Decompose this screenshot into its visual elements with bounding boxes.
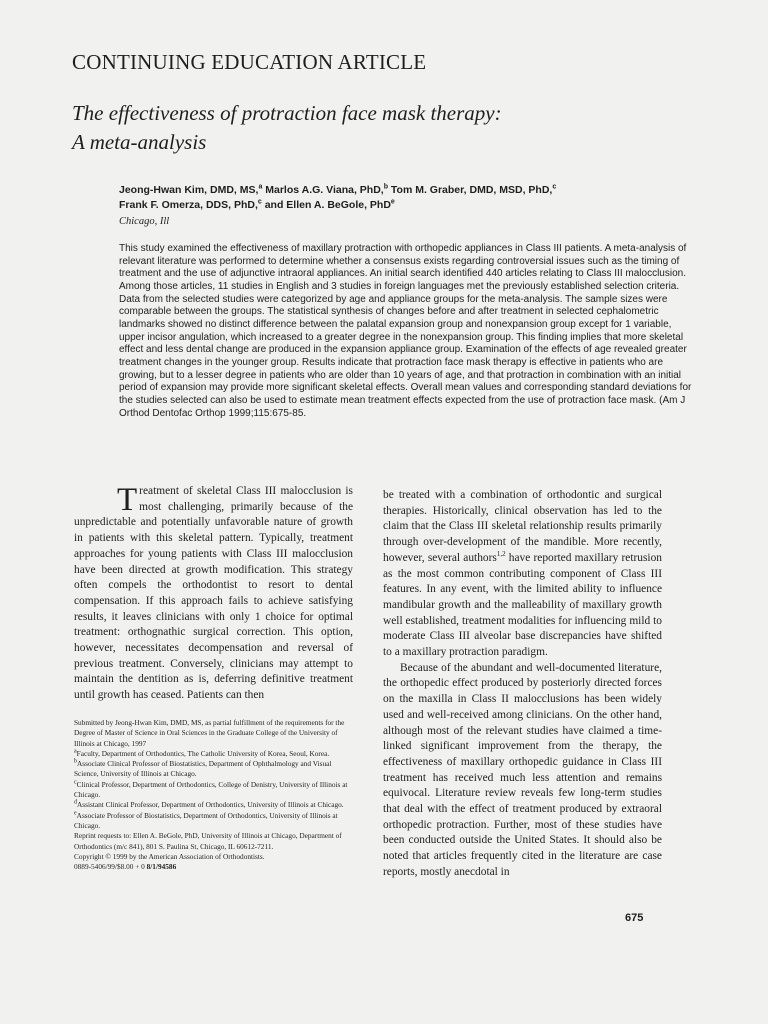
footnote-code [74,862,353,872]
body-column-left [74,484,353,704]
footnote-text: Clinical Professor, Department of Orthodontics, College of Denistry, University of Illinois at Chicago. [74,779,348,800]
footnote-text: Associate Clinical Professor of Biostatistics, Department of Ophthalmology and Visual Science, University of Illinois at Chicago. [74,759,332,779]
footnote-text: Faculty, Department of Orthodontics, The Catholic University of Korea, Seoul, Korea. [76,748,330,758]
issn-code: 0889-5406/99/$8.00 + 0 [74,862,147,872]
title-line-2: A meta-analysis [72,130,207,154]
author-begole: and Ellen A. BeGole, PhD [261,199,391,211]
authors-line-2 [119,198,709,213]
footnote-a [74,749,353,759]
body-column-right [383,488,662,881]
footnote-mark: c [74,779,77,786]
affil-mark: b [383,183,388,191]
paragraph-text: be treated with a combination of orthodontic and surgical therapies. Historically, clinical observation has led to the claim that the Class III skeletal relationship results primarily through over-development of the mandible. More recently, however, several authors [383,489,662,564]
drop-cap: T [117,482,138,518]
footnotes [74,718,353,872]
affil-mark: c [257,198,262,206]
affil-mark: e [390,198,395,206]
footnote-copyright: Copyright © 1999 by the American Association of Orthodontists. [74,851,265,861]
footnote-reprint: Reprint requests to: Ellen A. BeGole, PhD, University of Illinois at Chicago, Department of Orthodontics (m/c 841), 801 S. Paulina St, Chicago, IL 60612-7211. [74,831,342,851]
footnote-e [74,811,353,832]
footnote-mark: e [74,810,77,817]
body-paragraph [74,484,353,704]
author-omerza: Frank F. Omerza, DDS, PhD, [119,199,258,211]
affil-mark: c [552,183,557,191]
paragraph-text: have reported maxillary retrusion as the most common contributing component of Class III features. In any event, with the limited ability to influence mandibular growth and the malleability of maxillary growth well established, treatment modalities for influencing mild to moderate Class III alveolar base discrepancies have shifted to a maxillary protraction paradigm. [383,551,662,659]
section-heading: CONTINUING EDUCATION ARTICLE [72,50,427,74]
footnote-mark: a [74,748,77,755]
footnote-mark: b [74,758,77,765]
footnote-c [74,780,353,801]
footnote-b [74,759,353,780]
abstract: This study examined the effectiveness of maxillary protraction with orthopedic appliances in Class III patients. A meta-analysis of relevant literature was performed to determine whether a consensus exists regarding controversial issues such as the timing of treatment and the use of adjunctive intraoral appliances. An initial search identified 440 articles relating to Class III malocclusion. Among those articles, 11 studies in English and 3 studies in foreign languages met the previously established selection criteria. Data from the selected studies were categorized by age and appliance groups for the meta-analysis. The sample sizes were comparable between the groups. The statistical synthesis of changes before and after treatment in selected cephalometric landmarks showed no distinct difference between the palatal expansion group and nonexpansion group except for 1 variable, upper incisor angulation, which increased to a greater degree in the nonexpansion group. This finding implies that more skeletal effect and less dental change are produced in the expansion appliance group. Examination of the effects of age revealed greater treatment changes in the younger group. Results indicate that protraction face mask therapy is effective in patients who are growing, but to a lesser degree in patients who are older than 10 years of age, and that protraction in combination with an initial period of expansion may provide more significant skeletal effects. Overall mean values and corresponding standard deviations for the studies selected can also be used to estimate mean treatment effects expected from the use of protraction face mask. (Am J Orthod Dentofac Orthop 1999;115:675-85. [119,243,692,419]
author-kim: Jeong-Hwan Kim, DMD, MS, [119,184,259,196]
footnote-submitted: Submitted by Jeong-Hwan Kim, DMD, MS, as partial fulfillment of the requirements for the Degree of Master of Science in Oral Sciences in the Graduate College of the University of Illinois at Chicago, 1997 [74,718,345,748]
title-line-1: The effectiveness of protraction face mask therapy: [72,101,502,125]
authors-line-1 [119,183,709,198]
author-graber: Tom M. Graber, DMD, MSD, PhD, [388,184,553,196]
footnote-text: Associate Professor of Biostatistics, Department of Orthodontics, University of Illinois at Chicago. [74,810,338,830]
page-number: 675 [625,912,644,924]
author-location: Chicago, Ill [119,216,170,227]
body-paragraph: Because of the abundant and well-documented literature, the orthopedic effect produced by posteriorly directed forces on the maxilla in Class II malocclusions has been widely used and well-received among clinicians. On the other hand, although most of the relevant studies have claimed a time-linked significant improvement from the therapy, the effectiveness of maxillary orthopedic guidance in Class III treatment has received much less attention and remains equivocal. Literature review reveals few long-term studies that deal with the effect of treatment produced by extraoral orthopedic protraction. Further, most of these studies have been conducted outside the United States. It should also be noted that articles frequently cited in the literature are case reports, mostly anecdotal in [383,661,662,878]
footnote-d [74,800,353,810]
affil-mark: a [258,183,263,191]
footnote-mark: d [74,799,77,806]
author-viana: Marlos A.G. Viana, PhD, [262,184,384,196]
body-paragraph [383,488,662,661]
citation-mark: 1,2 [496,550,506,559]
paragraph-text: reatment of skeletal Class III malocclusion is most challenging, primarily because of the unpredictable and potentially unfavorable nature of growth in patients with this skeletal pattern. Typically, treatment approaches for young patients with Class III malocclusion have been directed at growth modification. This strategy often compels the orthodontist to resort to dental compensation. If this approach fails to achieve satisfying results, it leaves clinicians with only 1 choice for optimal treatment: orthognathic surgical correction. This option, however, necessitates decompensation and reversal of previous treatment. Conversely, clinicians may attempt to maintain the dentition as is, deferring definitive treatment until growth has ceased. Patients can then [74,485,353,702]
issn-code-bold: 8/1/94586 [146,862,177,872]
author-list [119,183,709,213]
footnote-text: Assistant Clinical Professor, Department of Orthodontics, University of Illinois at Chicago. [77,800,344,810]
article-title [72,99,692,157]
